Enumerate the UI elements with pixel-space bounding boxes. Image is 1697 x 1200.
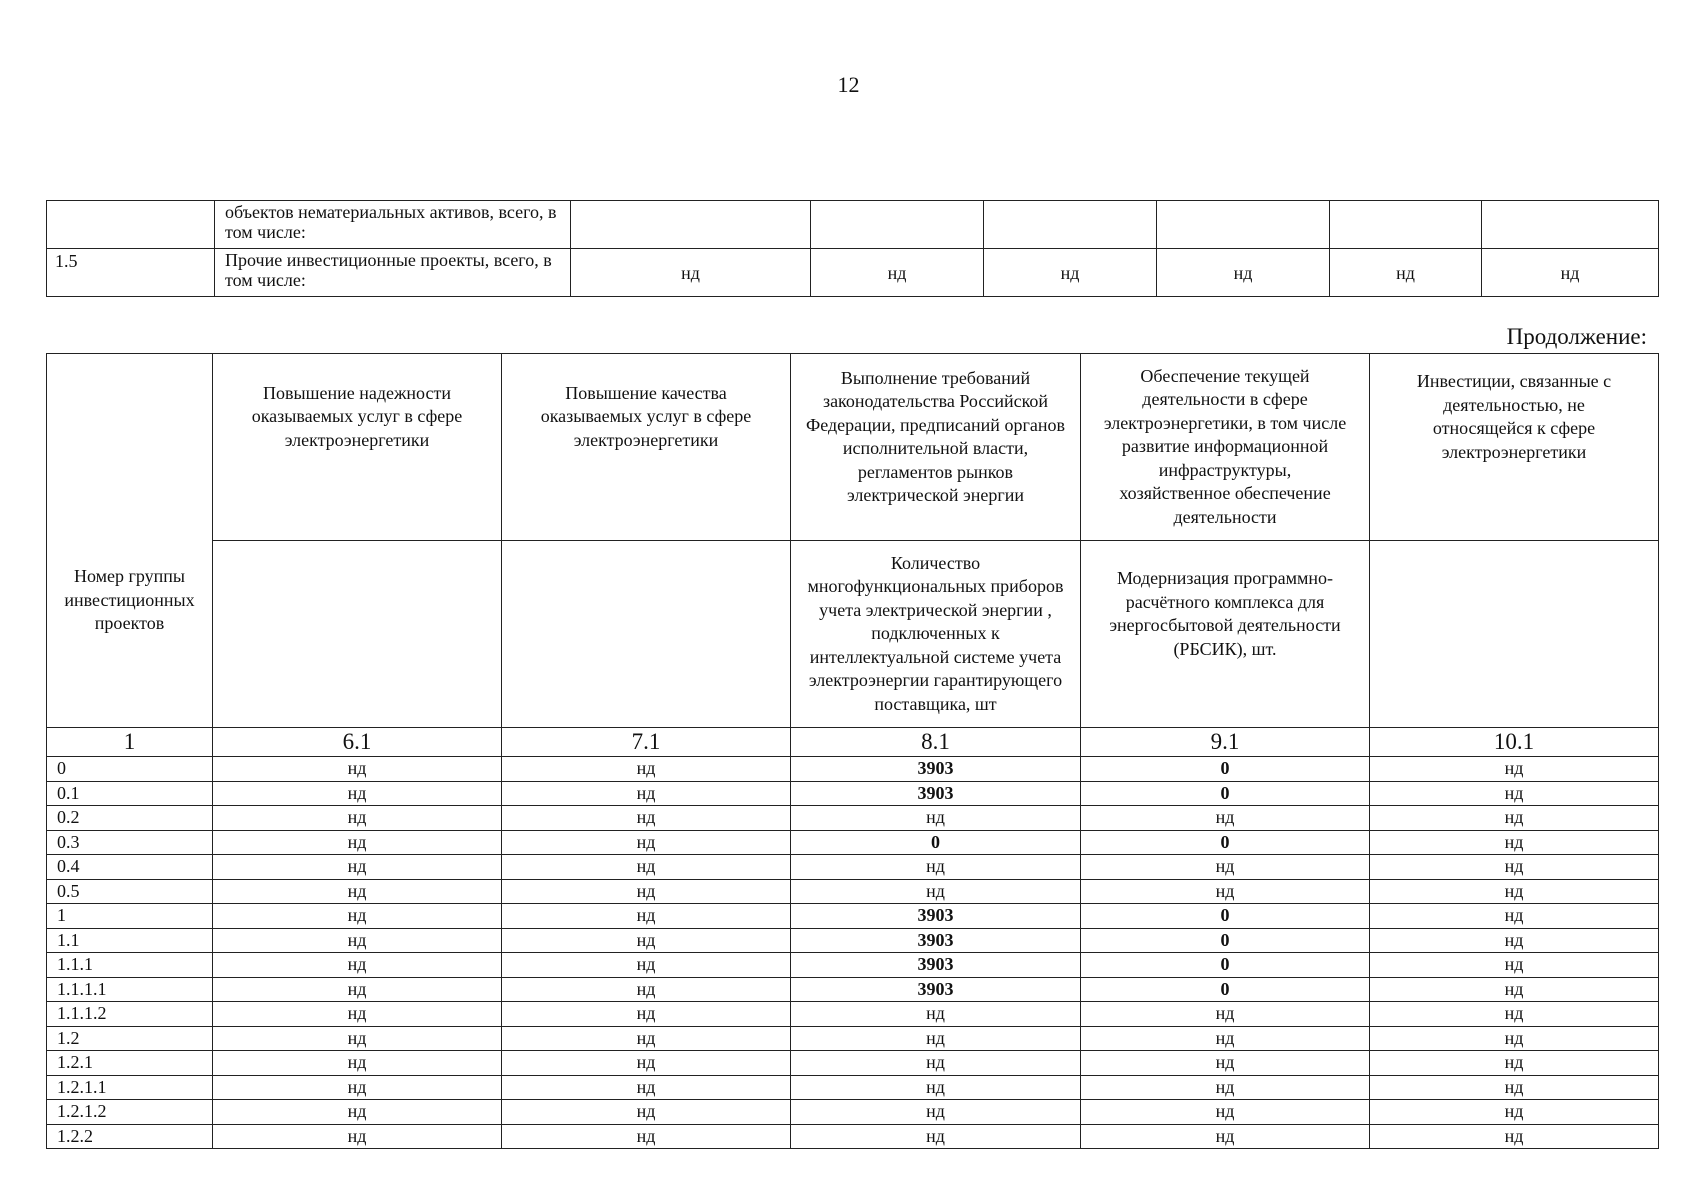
table-row <box>47 977 1659 1002</box>
column-subheader <box>213 541 502 728</box>
cell-value <box>1157 201 1330 249</box>
cell-value: 0 <box>1081 904 1370 929</box>
column-header <box>502 354 791 541</box>
cell-value: нд <box>502 1100 791 1125</box>
cell-value: нд <box>1370 1100 1659 1125</box>
cell-value: нд <box>984 249 1157 297</box>
row-code: 0 <box>47 757 213 782</box>
table-row <box>47 855 1659 880</box>
cell-value: нд <box>1370 928 1659 953</box>
cell-value: 0 <box>1081 830 1370 855</box>
cell-value <box>811 201 984 249</box>
cell-value: 3903 <box>791 928 1081 953</box>
table-row <box>47 806 1659 831</box>
cell-value: нд <box>213 757 502 782</box>
cell-value: нд <box>1370 1075 1659 1100</box>
cell-value: нд <box>811 249 984 297</box>
cell-value: нд <box>502 1002 791 1027</box>
cell-value: нд <box>1482 249 1659 297</box>
table-row <box>47 781 1659 806</box>
column-header <box>213 354 502 541</box>
cell-value: нд <box>502 879 791 904</box>
row-code: 1.5 <box>47 249 215 297</box>
cell-value: нд <box>502 806 791 831</box>
column-header-text: Инвестиции, связанные с деятельностью, не относящейся к сфере электроэнергетики <box>1416 371 1612 462</box>
row-name: Прочие инвестиционные проекты, всего, в том числе: <box>215 249 571 297</box>
table-row <box>47 1026 1659 1051</box>
column-subheader-text: Количество многофункциональных приборов учета электрической энергии , подключенных к интеллектуальной системе учета электроэнергии гарантирующего поставщика, шт <box>807 552 1064 714</box>
cell-value: нд <box>1370 781 1659 806</box>
cell-value: нд <box>213 879 502 904</box>
cell-value: нд <box>213 1075 502 1100</box>
cell-value: нд <box>1370 953 1659 978</box>
cell-value: нд <box>791 855 1081 880</box>
cell-value: нд <box>1081 879 1370 904</box>
cell-value: нд <box>213 904 502 929</box>
row-code: 0.3 <box>47 830 213 855</box>
top-table <box>46 200 1659 297</box>
cell-value: нд <box>791 1026 1081 1051</box>
cell-value: нд <box>1330 249 1482 297</box>
cell-value: нд <box>213 806 502 831</box>
subheader-row <box>47 541 1659 728</box>
cell-value: нд <box>791 1124 1081 1149</box>
cell-value: нд <box>1370 1002 1659 1027</box>
cell-value: нд <box>1370 1124 1659 1149</box>
cell-value: нд <box>502 928 791 953</box>
cell-value: нд <box>213 830 502 855</box>
cell-value: нд <box>213 855 502 880</box>
table-row <box>47 1051 1659 1076</box>
header-row <box>47 354 1659 541</box>
cell-value: нд <box>1081 806 1370 831</box>
page-number: 12 <box>837 72 860 97</box>
column-number-row <box>47 728 1659 757</box>
cell-value: 0 <box>1081 977 1370 1002</box>
column-subheader <box>1370 541 1659 728</box>
table-row <box>47 1002 1659 1027</box>
column-number: 8.1 <box>791 728 1081 757</box>
cell-value: нд <box>791 1100 1081 1125</box>
cell-value: нд <box>213 1124 502 1149</box>
table-row <box>47 879 1659 904</box>
top-table-row <box>47 201 1659 249</box>
cell-value <box>1330 201 1482 249</box>
row-code: 1.1.1.2 <box>47 1002 213 1027</box>
cell-value: нд <box>1370 855 1659 880</box>
cell-value: нд <box>1370 1026 1659 1051</box>
table-row <box>47 928 1659 953</box>
cell-value: 3903 <box>791 781 1081 806</box>
column-number: 6.1 <box>213 728 502 757</box>
cell-value: 0 <box>1081 781 1370 806</box>
cell-value: нд <box>1370 879 1659 904</box>
cell-value: нд <box>1370 806 1659 831</box>
column-header-text: Обеспечение текущей деятельности в сфере электроэнергетики, в том числе развитие информационной инфраструктуры, хозяйственное обеспечение деятельности <box>1103 365 1347 527</box>
column-subheader <box>791 541 1081 728</box>
cell-value: нд <box>502 830 791 855</box>
row-name: объектов нематериальных активов, всего, в том числе: <box>215 201 571 249</box>
main-table-body <box>47 757 1659 1149</box>
cell-value: 3903 <box>791 953 1081 978</box>
column-number: 9.1 <box>1081 728 1370 757</box>
continuation-label: Продолжение: <box>1506 324 1647 349</box>
column-subheader <box>1081 541 1370 728</box>
cell-value: нд <box>1081 1051 1370 1076</box>
cell-value <box>571 201 811 249</box>
row-code: 1 <box>47 904 213 929</box>
column-header <box>1081 354 1370 541</box>
cell-value: нд <box>791 1051 1081 1076</box>
cell-value: нд <box>502 904 791 929</box>
row-code: 1.1.1 <box>47 953 213 978</box>
column-header-text: Повышение качества оказываемых услуг в сфере электроэнергетики <box>540 382 752 450</box>
group-number-header-text: Номер группы инвестиционных проектов <box>64 566 195 634</box>
cell-value: нд <box>502 1075 791 1100</box>
cell-value: нд <box>1081 855 1370 880</box>
group-number-header <box>47 354 213 728</box>
row-code <box>47 201 215 249</box>
cell-value: нд <box>213 953 502 978</box>
cell-value: нд <box>791 879 1081 904</box>
cell-value: нд <box>213 1100 502 1125</box>
cell-value: нд <box>502 953 791 978</box>
cell-value: нд <box>571 249 811 297</box>
table-row <box>47 830 1659 855</box>
row-code: 1.2 <box>47 1026 213 1051</box>
cell-value: нд <box>502 977 791 1002</box>
row-code: 1.1.1.1 <box>47 977 213 1002</box>
cell-value: нд <box>1081 1075 1370 1100</box>
column-header-text: Повышение надежности оказываемых услуг в сфере электроэнергетики <box>251 382 463 450</box>
row-code: 0.1 <box>47 781 213 806</box>
cell-value: нд <box>213 1051 502 1076</box>
table-row <box>47 757 1659 782</box>
cell-value: нд <box>502 855 791 880</box>
cell-value: нд <box>1370 977 1659 1002</box>
row-code: 1.2.1.2 <box>47 1100 213 1125</box>
cell-value: 3903 <box>791 977 1081 1002</box>
cell-value: нд <box>1370 757 1659 782</box>
main-table <box>46 353 1659 1149</box>
column-subheader-text: Модернизация программно-расчётного комплекса для энергосбытовой деятельности (РБСИК), шт. <box>1109 568 1341 659</box>
top-table-row <box>47 249 1659 297</box>
row-code: 1.2.1 <box>47 1051 213 1076</box>
row-code: 1.1 <box>47 928 213 953</box>
column-number: 1 <box>47 728 213 757</box>
cell-value: нд <box>502 1051 791 1076</box>
cell-value: нд <box>791 1002 1081 1027</box>
cell-value: нд <box>1370 904 1659 929</box>
cell-value: нд <box>1370 830 1659 855</box>
row-code: 0.5 <box>47 879 213 904</box>
cell-value: нд <box>213 1026 502 1051</box>
cell-value: нд <box>502 781 791 806</box>
table-row <box>47 1100 1659 1125</box>
cell-value: нд <box>502 1124 791 1149</box>
column-header <box>1370 354 1659 541</box>
cell-value: 0 <box>791 830 1081 855</box>
table-row <box>47 1124 1659 1149</box>
cell-value: нд <box>213 928 502 953</box>
cell-value: 0 <box>1081 757 1370 782</box>
row-code: 0.2 <box>47 806 213 831</box>
table-row <box>47 904 1659 929</box>
row-code: 1.2.1.1 <box>47 1075 213 1100</box>
cell-value: нд <box>1157 249 1330 297</box>
cell-value <box>984 201 1157 249</box>
cell-value: нд <box>1370 1051 1659 1076</box>
column-header <box>791 354 1081 541</box>
cell-value: нд <box>213 781 502 806</box>
cell-value: нд <box>502 1026 791 1051</box>
column-subheader <box>502 541 791 728</box>
row-code: 1.2.2 <box>47 1124 213 1149</box>
cell-value: нд <box>791 806 1081 831</box>
cell-value: нд <box>213 977 502 1002</box>
cell-value: 0 <box>1081 928 1370 953</box>
cell-value: нд <box>213 1002 502 1027</box>
cell-value: нд <box>1081 1100 1370 1125</box>
cell-value: 3903 <box>791 904 1081 929</box>
row-code: 0.4 <box>47 855 213 880</box>
column-number: 7.1 <box>502 728 791 757</box>
cell-value: нд <box>1081 1026 1370 1051</box>
table-row <box>47 1075 1659 1100</box>
table-row <box>47 953 1659 978</box>
cell-value: 3903 <box>791 757 1081 782</box>
cell-value <box>1482 201 1659 249</box>
cell-value: нд <box>1081 1002 1370 1027</box>
column-number: 10.1 <box>1370 728 1659 757</box>
cell-value: 0 <box>1081 953 1370 978</box>
column-header-text: Выполнение требований законодательства Российской Федерации, предписаний органов исполнительной власти, регламентов рынков электрической энергии <box>806 367 1065 505</box>
cell-value: нд <box>502 757 791 782</box>
cell-value: нд <box>1081 1124 1370 1149</box>
cell-value: нд <box>791 1075 1081 1100</box>
